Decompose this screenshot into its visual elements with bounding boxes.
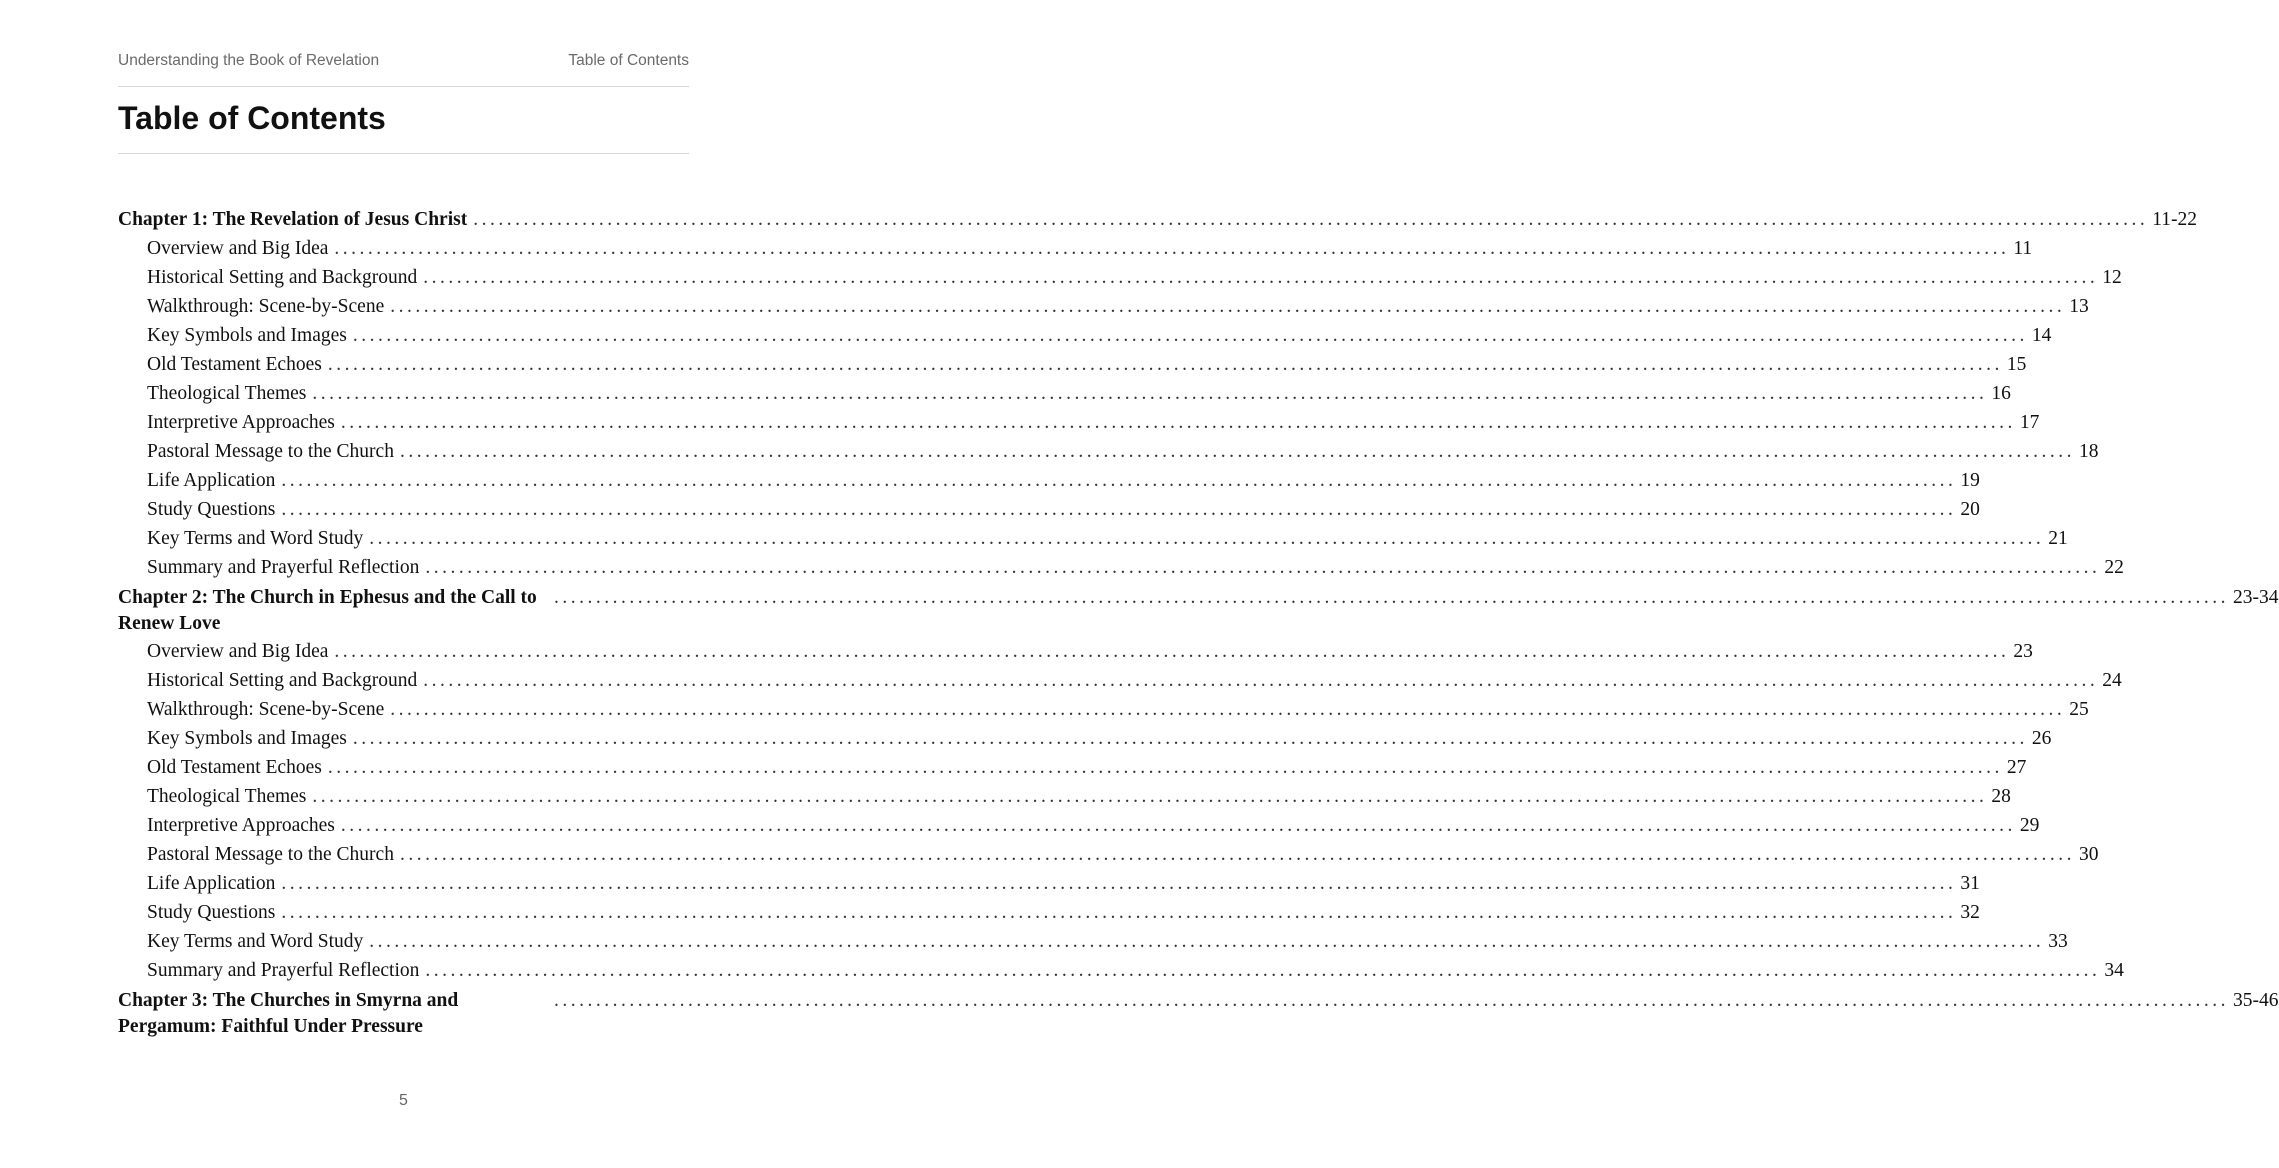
section-page-number: 25: [2069, 699, 2089, 720]
toc-section[interactable]: [118, 553, 2124, 582]
toc-chapter-2[interactable]: [118, 582, 2279, 637]
chapter-page-number: 11-22: [2152, 209, 2197, 230]
section-title: Summary and Prayerful Reflection: [147, 960, 420, 981]
section-page-number: 12: [2102, 267, 2122, 288]
section-page-number: 19: [1960, 470, 1980, 491]
toc-section[interactable]: [118, 811, 2040, 840]
section-title: Key Terms and Word Study: [147, 528, 364, 549]
dot-leader: ........................................................................................................................................................................................................: [423, 670, 2099, 691]
section-title: Key Symbols and Images: [147, 728, 347, 749]
section-page-number: 11: [2013, 238, 2033, 259]
section-page-number: 26: [2031, 728, 2052, 749]
dot-leader: ........................................................................................................................................................................................................: [369, 931, 2045, 952]
running-header-section: Table of Contents: [568, 52, 689, 69]
toc-section[interactable]: [118, 695, 2089, 724]
toc-section[interactable]: [118, 782, 2011, 811]
dot-leader: ........................................................................................................................................................................................................: [425, 960, 2101, 981]
section-page-number: 29: [2019, 815, 2040, 836]
section-page-number: 20: [1960, 499, 1980, 520]
section-page-number: 30: [2078, 844, 2099, 865]
section-title: Historical Setting and Background: [147, 267, 418, 288]
section-page-number: 18: [2078, 441, 2099, 462]
section-page-number: 15: [2006, 354, 2027, 375]
dot-leader: ........................................................................................................................................................................................................: [399, 844, 2075, 865]
dot-leader: ........................................................................................................................................................................................................: [473, 209, 2149, 230]
dot-leader: ........................................................................................................................................................................................................: [425, 557, 2101, 578]
dot-leader: ........................................................................................................................................................................................................: [399, 441, 2075, 462]
section-page-number: 16: [1991, 383, 2011, 404]
toc-section[interactable]: [118, 637, 2033, 666]
section-page-number: 22: [2104, 557, 2124, 578]
toc-section[interactable]: [118, 840, 2099, 869]
dot-leader: ........................................................................................................................................................................................................: [334, 238, 2010, 259]
dot-leader: ........................................................................................................................................................................................................: [340, 815, 2016, 836]
toc-section[interactable]: [118, 321, 2052, 350]
section-page-number: 17: [2019, 412, 2040, 433]
chapter-title: Chapter 1: The Revelation of Jesus Christ: [118, 209, 468, 230]
section-page-number: 28: [1991, 786, 2011, 807]
section-title: Interpretive Approaches: [147, 815, 335, 836]
document-page: [118, 0, 2279, 1168]
section-title: Life Application: [147, 873, 276, 894]
section-page-number: 13: [2069, 296, 2089, 317]
section-page-number: 32: [1960, 902, 1980, 923]
section-title: Old Testament Echoes: [147, 354, 322, 375]
section-page-number: 33: [2048, 931, 2068, 952]
dot-leader: ........................................................................................................................................................................................................: [327, 354, 2003, 375]
running-header: [118, 52, 689, 70]
section-page-number: 24: [2102, 670, 2122, 691]
section-title: Key Terms and Word Study: [147, 931, 364, 952]
dot-leader: ........................................................................................................................................................................................................: [369, 528, 2045, 549]
section-title: Theological Themes: [147, 786, 307, 807]
table-of-contents: [118, 205, 2279, 1040]
section-title: Key Symbols and Images: [147, 325, 347, 346]
section-page-number: 34: [2104, 960, 2124, 981]
section-title: Summary and Prayerful Reflection: [147, 557, 420, 578]
page-title: Table of Contents: [118, 100, 386, 136]
toc-section[interactable]: [118, 437, 2099, 466]
section-page-number: 21: [2048, 528, 2068, 549]
toc-section[interactable]: [118, 666, 2122, 695]
section-page-number: 14: [2031, 325, 2052, 346]
section-title: Interpretive Approaches: [147, 412, 335, 433]
toc-section[interactable]: [118, 524, 2068, 553]
section-title: Overview and Big Idea: [147, 641, 329, 662]
section-title: Pastoral Message to the Church: [147, 844, 394, 865]
toc-section[interactable]: [118, 292, 2089, 321]
dot-leader: ........................................................................................................................................................................................................: [281, 873, 1957, 894]
section-title: Historical Setting and Background: [147, 670, 418, 691]
chapter-page-number: 23-34: [2233, 587, 2279, 608]
section-title: Walkthrough: Scene-by-Scene: [147, 296, 385, 317]
dot-leader: ........................................................................................................................................................................................................: [312, 383, 1988, 404]
title-divider: [118, 153, 689, 154]
chapter-title: Chapter 2: The Church in Ephesus and the Call to Renew Love: [118, 587, 537, 634]
dot-leader: ........................................................................................................................................................................................................: [352, 325, 2028, 346]
header-divider: [118, 86, 689, 87]
dot-leader: ........................................................................................................................................................................................................: [340, 412, 2016, 433]
toc-section[interactable]: [118, 379, 2011, 408]
dot-leader: ........................................................................................................................................................................................................: [327, 757, 2003, 778]
toc-section[interactable]: [118, 753, 2027, 782]
section-title: Walkthrough: Scene-by-Scene: [147, 699, 385, 720]
toc-section[interactable]: [118, 724, 2052, 753]
toc-section[interactable]: [118, 495, 1980, 524]
chapter-page-number: 35-46: [2233, 990, 2279, 1011]
dot-leader: ........................................................................................................................................................................................................: [554, 990, 2229, 1011]
section-title: Pastoral Message to the Church: [147, 441, 394, 462]
section-page-number: 31: [1960, 873, 1980, 894]
dot-leader: ........................................................................................................................................................................................................: [281, 499, 1957, 520]
toc-section[interactable]: [118, 234, 2033, 263]
dot-leader: ........................................................................................................................................................................................................: [390, 296, 2066, 317]
section-title: Study Questions: [147, 902, 276, 923]
chapter-title: Chapter 3: The Churches in Smyrna and Pergamum: Faithful Under Pressure: [118, 990, 459, 1037]
section-title: Overview and Big Idea: [147, 238, 329, 259]
dot-leader: ........................................................................................................................................................................................................: [334, 641, 2010, 662]
toc-chapter-1[interactable]: [118, 205, 2197, 234]
toc-section[interactable]: [118, 350, 2027, 379]
dot-leader: ........................................................................................................................................................................................................: [390, 699, 2066, 720]
toc-section[interactable]: [118, 466, 1980, 495]
section-page-number: 23: [2013, 641, 2033, 662]
page-number: 5: [399, 1092, 408, 1109]
dot-leader: ........................................................................................................................................................................................................: [281, 902, 1957, 923]
toc-section[interactable]: [118, 869, 1980, 898]
toc-section[interactable]: [118, 898, 1980, 927]
toc-section[interactable]: [118, 927, 2068, 956]
dot-leader: ........................................................................................................................................................................................................: [423, 267, 2099, 288]
toc-section[interactable]: [118, 263, 2122, 292]
dot-leader: ........................................................................................................................................................................................................: [352, 728, 2028, 749]
toc-section[interactable]: [118, 408, 2040, 437]
dot-leader: ........................................................................................................................................................................................................: [281, 470, 1957, 491]
section-title: Life Application: [147, 470, 276, 491]
dot-leader: ........................................................................................................................................................................................................: [312, 786, 1988, 807]
toc-section[interactable]: [118, 956, 2124, 985]
section-title: Theological Themes: [147, 383, 307, 404]
running-header-book-title: Understanding the Book of Revelation: [118, 52, 380, 69]
section-title: Study Questions: [147, 499, 276, 520]
section-page-number: 27: [2006, 757, 2027, 778]
dot-leader: ........................................................................................................................................................................................................: [554, 587, 2229, 608]
toc-chapter-3[interactable]: [118, 985, 2279, 1040]
section-title: Old Testament Echoes: [147, 757, 322, 778]
